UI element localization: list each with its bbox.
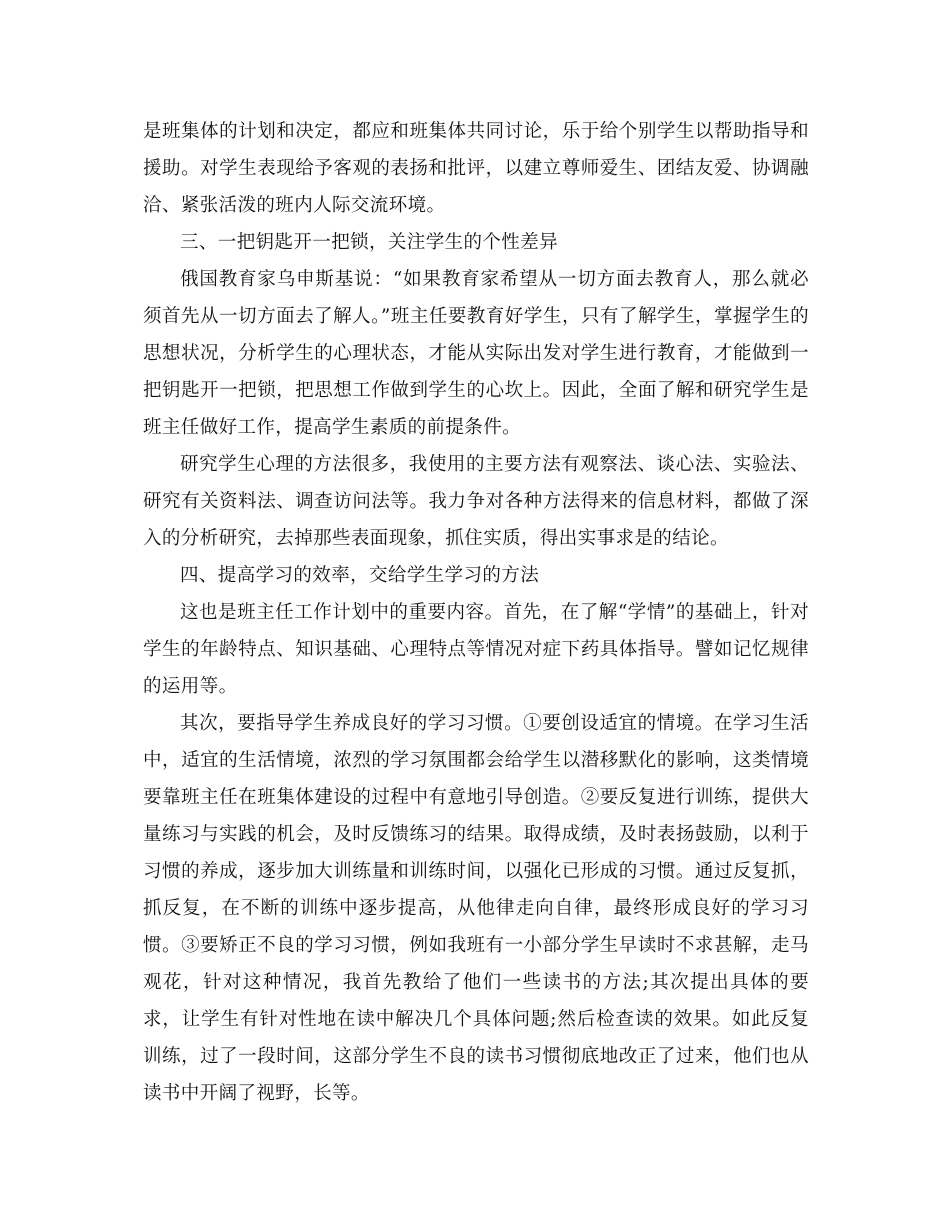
paragraph-continuation: 是班集体的计划和决定，都应和班集体共同讨论，乐于给个别学生以帮助指导和援助。对学生表现给予客观的表扬和批评，以建立尊师爱生、团结友爱、协调融洽、紧张活泼的班内人际交流环境。 <box>143 121 809 216</box>
paragraph-research-methods: 研究学生心理的方法很多，我使用的主要方法有观察法、谈心法、实验法、研究有关资料法、调查访问法等。我力争对各种方法得来的信息材料，都做了深入的分析研究，去掉那些表面现象，抓住实质，得出实事求是的结论。 <box>143 454 809 549</box>
document-body <box>143 113 809 1112</box>
section-heading-3: 三、一把钥匙开一把锁，关注学生的个性差异 <box>180 232 559 253</box>
paragraph-learning-situation: 这也是班主任工作计划中的重要内容。首先，在了解“学情”的基础上，针对学生的年龄特点、知识基础、心理特点等情况对症下药具体指导。譬如记忆规律的运用等。 <box>143 602 809 697</box>
paragraph-study-habits: 其次，要指导学生养成良好的学习习惯。①要创设适宜的情境。在学习生活中，适宜的生活情境，浓烈的学习氛围都会给学生以潜移默化的影响，这类情境要靠班主任在班集体建设的过程中有意地引导创造。②要反复进行训练，提供大量练习与实践的机会，及时反馈练习的结果。取得成绩，及时表扬鼓励，以利于习惯的养成，逐步加大训练量和训练时间，以强化已形成的习惯。通过反复抓，抓反复，在不断的训练中逐步提高，从他律走向自律，最终形成良好的学习习惯。③要矫正不良的学习习惯，例如我班有一小部分学生早读时不求甚解，走马观花，针对这种情况，我首先教给了他们一些读书的方法;其次提出具体的要求，让学生有针对性地在读中解决几个具体问题;然后检查读的效果。如此反复训练，过了一段时间，这部分学生不良的读书习惯彻底地改正了过来，他们也从读书中开阔了视野，长等。 <box>143 713 809 1104</box>
paragraph-ushinsky-quote: 俄国教育家乌申斯基说：“如果教育家希望从一切方面去教育人，那么就必须首先从一切方面去了解人。”班主任要教育好学生，只有了解学生，掌握学生的思想状况，分析学生的心理状态，才能从实际出发对学生进行教育，才能做到一把钥匙开一把锁，把思想工作做到学生的心坎上。因此，全面了解和研究学生是班主任做好工作，提高学生素质的前提条件。 <box>143 269 809 438</box>
section-heading-4: 四、提高学习的效率，交给学生学习的方法 <box>180 565 540 586</box>
